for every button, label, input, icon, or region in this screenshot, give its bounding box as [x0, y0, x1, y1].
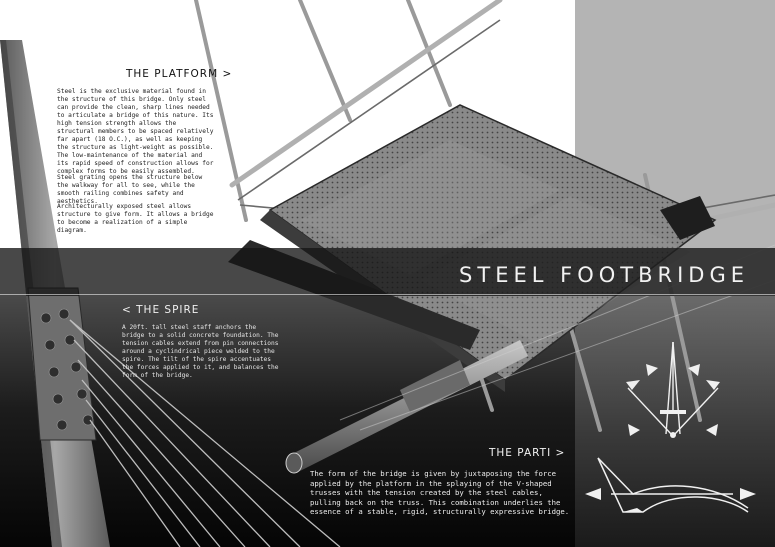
spire-heading: < THE SPIRE — [122, 304, 200, 316]
parti-paragraph: The form of the bridge is given by juxtaposing the force applied by the platform in the splaying of the V-shaped trusses with the tension created by the steel cables, pulling back on the truss. This combination underlies the essence of a stable, rigid, structurally expressive bridge. — [310, 469, 570, 516]
parti-heading: THE PARTI > — [489, 447, 566, 459]
platform-heading: THE PLATFORM > — [126, 68, 233, 80]
spire-paragraph: A 20ft. tall steel staff anchors the bridge to a solid concrete foundation. The tension cables extend from pin connections around a cyclindrical piece welded to the spire. The tilt of the spire accentuates the forces applied to it, and balances the form of the bridge. — [122, 324, 279, 379]
platform-paragraph-3: Architecturally exposed steel allows structure to give form. It allows a bridge to become a realization of a simple diagram. — [57, 203, 214, 234]
bridge-profile-diagram-icon — [583, 450, 758, 525]
platform-paragraph-1: Steel is the exclusive material found in the structure of this bridge. Only steel can provide the clean, sharp lines needed to articulate a bridge of this nature. Its high tension strength allows the structural members to be spaced relatively far apart (18 O.C.), as well as keeping the structure as light-weight as possible. The low-maintenance of the material and its rapid speed of construction allows for complex forms to be easily assembled. — [57, 88, 214, 175]
platform-paragraph-2: Steel grating opens the structure below the walkway for all to see, while the smooth railing combines safety and aesthetics. — [57, 174, 203, 205]
poster-title: STEEL FOOTBRIDGE — [459, 263, 749, 287]
title-band-rule — [0, 294, 775, 295]
spire-pin-collar — [28, 288, 96, 440]
spire-force-diagram-icon — [618, 338, 728, 448]
